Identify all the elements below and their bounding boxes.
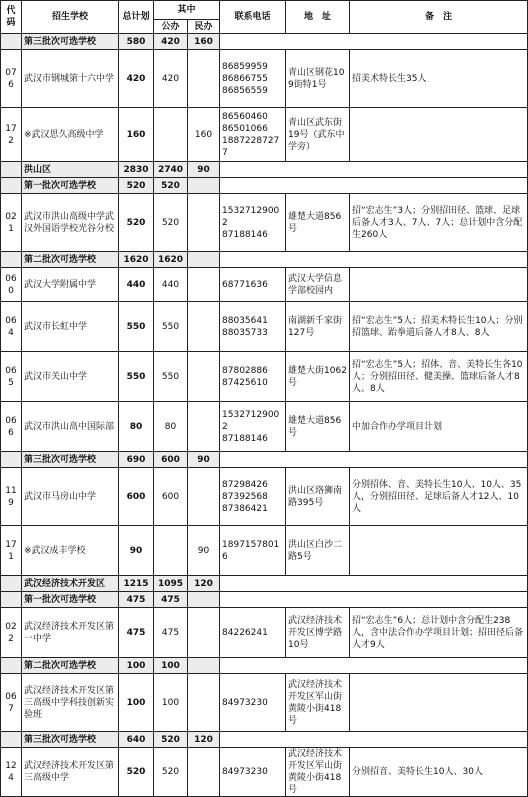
school-name: 武汉市马房山中学: [22, 468, 119, 526]
private-count: [188, 268, 220, 302]
total-plan: 100: [119, 674, 154, 732]
school-address: 洪山区珞狮南路395号: [286, 468, 350, 526]
school-name: 武汉大学附属中学: [22, 268, 119, 302]
school-code: 172: [1, 108, 22, 162]
school-name: 武汉经济技术开发区第三高级中学科技创新实验班: [22, 674, 119, 732]
total-plan: 690: [119, 452, 154, 468]
school-name: 武汉市洪山高级中学武汉外国语学校光谷分校: [22, 194, 119, 252]
batch-name: 第一批次可选学校: [22, 592, 119, 608]
contact-phone: 86859959 86866755 86856559: [220, 50, 286, 108]
school-name: 武汉市钢城第十六中学: [22, 50, 119, 108]
private-count: [188, 608, 220, 658]
contact-phone: 84973230: [220, 674, 286, 732]
private-count: [188, 352, 220, 402]
remarks: 招美术特长生35人: [350, 50, 528, 108]
private-count: 90: [188, 526, 220, 576]
batch-name: 第三批次可选学校: [22, 452, 119, 468]
total-plan: 475: [119, 592, 154, 608]
header-total: 总计划: [119, 1, 154, 34]
table-row: [1, 402, 528, 452]
header-row: [1, 1, 528, 20]
school-code: 021: [1, 194, 22, 252]
private-count: 90: [188, 452, 220, 468]
remarks: 中加合作办学项目计划: [350, 402, 528, 452]
batch-subtotal-row: [1, 252, 528, 268]
batch-name: 第三批次可选学校: [22, 732, 119, 748]
public-count: 420: [154, 50, 188, 108]
public-count: 1095: [154, 576, 188, 592]
table-row: [1, 526, 528, 576]
header-private: 民办: [188, 20, 220, 34]
school-name: 武汉市关山中学: [22, 352, 119, 402]
contact-phone: 84226241: [220, 608, 286, 658]
public-count: [154, 108, 188, 162]
empty-code: [1, 34, 22, 50]
batch-subtotal-row: [1, 452, 528, 468]
table-row: [1, 302, 528, 352]
remarks: [350, 268, 528, 302]
private-count: [188, 674, 220, 732]
table-row: [1, 194, 528, 252]
private-count: [188, 402, 220, 452]
private-count: 120: [188, 576, 220, 592]
district-subtotal-row: [1, 162, 528, 178]
private-count: 120: [188, 732, 220, 748]
header-phone: 联系电话: [220, 1, 286, 34]
table-row: [1, 268, 528, 302]
batch-subtotal-row: [1, 592, 528, 608]
school-address: 武汉经济技术开发区军山街黄陵小街418号: [286, 748, 350, 797]
total-plan: 550: [119, 302, 154, 352]
empty-cell: [220, 34, 528, 50]
school-name: 武汉市洪山高中国际部: [22, 402, 119, 452]
public-count: 440: [154, 268, 188, 302]
total-plan: 520: [119, 194, 154, 252]
school-address: 武汉经济技术开发区军山街黄陵小街418号: [286, 674, 350, 732]
batch-name: 第一批次可选学校: [22, 178, 119, 194]
empty-code: [1, 592, 22, 608]
private-count: [188, 252, 220, 268]
empty-code: [1, 576, 22, 592]
contact-phone: 15327129002 87188146: [220, 402, 286, 452]
public-count: 100: [154, 658, 188, 674]
public-count: 420: [154, 34, 188, 50]
school-address: 雄楚大道856号: [286, 194, 350, 252]
public-count: 600: [154, 468, 188, 526]
contact-phone: 86560460 86501066 18872287277: [220, 108, 286, 162]
total-plan: 80: [119, 402, 154, 452]
private-count: [188, 592, 220, 608]
contact-phone: 84973230: [220, 748, 286, 797]
school-code: 066: [1, 402, 22, 452]
school-name: ※武汉成丰学校: [22, 526, 119, 576]
school-code: 067: [1, 674, 22, 732]
private-count: 160: [188, 34, 220, 50]
empty-cell: [220, 252, 528, 268]
school-code: 119: [1, 468, 22, 526]
contact-phone: 15327129002 87188146: [220, 194, 286, 252]
total-plan: 420: [119, 50, 154, 108]
school-code: 124: [1, 748, 22, 797]
empty-code: [1, 252, 22, 268]
school-code: 171: [1, 526, 22, 576]
remarks: 招“宏志生”3人；分别招田径、篮球、足球后备人才3人、7人、7人；总计划中含分配生260人: [350, 194, 528, 252]
remarks: [350, 526, 528, 576]
private-count: [188, 658, 220, 674]
school-address: 武汉经济技术开发区博学路10号: [286, 608, 350, 658]
public-count: 80: [154, 402, 188, 452]
contact-phone: 18971578016: [220, 526, 286, 576]
table-row: [1, 468, 528, 526]
empty-code: [1, 658, 22, 674]
table-row: [1, 352, 528, 402]
school-name: ※武汉思久高级中学: [22, 108, 119, 162]
school-name: 武汉市长虹中学: [22, 302, 119, 352]
empty-cell: [220, 592, 528, 608]
batch-name: 第二批次可选学校: [22, 252, 119, 268]
total-plan: 160: [119, 108, 154, 162]
empty-cell: [220, 576, 528, 592]
public-count: 600: [154, 452, 188, 468]
school-address: 雄楚大道856号: [286, 402, 350, 452]
total-plan: 1215: [119, 576, 154, 592]
district-subtotal-row: [1, 576, 528, 592]
public-count: 475: [154, 608, 188, 658]
remarks: 招“宏志生”5人；招美术特长生10人；分别招篮球、跆拳道后备人才8人、8人: [350, 302, 528, 352]
school-name: 武汉经济技术开发区第一中学: [22, 608, 119, 658]
contact-phone: 87298426 87392568 87386421: [220, 468, 286, 526]
empty-code: [1, 178, 22, 194]
header-remarks: 备 注: [350, 1, 528, 34]
remarks: 分别招体、音、美特长生10人、10人、35人，分别招田径、足球后备人才12人、10人: [350, 468, 528, 526]
public-count: 520: [154, 178, 188, 194]
public-count: 550: [154, 352, 188, 402]
remarks: 招“宏志生”6人；总计划中含分配生238人，含中法合作办学项目计划；招田径后备人才9人: [350, 608, 528, 658]
total-plan: 640: [119, 732, 154, 748]
contact-phone: 88035641 88035733: [220, 302, 286, 352]
contact-phone: 87802886 87425610: [220, 352, 286, 402]
header-public: 公办: [154, 20, 188, 34]
school-code: 022: [1, 608, 22, 658]
school-name: 武汉经济技术开发区第三高级中学: [22, 748, 119, 797]
remarks: [350, 108, 528, 162]
total-plan: 475: [119, 608, 154, 658]
school-address: 青山区武东街19号（武东中学旁）: [286, 108, 350, 162]
public-count: 520: [154, 748, 188, 797]
empty-code: [1, 452, 22, 468]
public-count: 1620: [154, 252, 188, 268]
empty-cell: [220, 452, 528, 468]
school-code: 060: [1, 268, 22, 302]
total-plan: 100: [119, 658, 154, 674]
table-row: [1, 674, 528, 732]
school-address: 青山区钢花109街特1号: [286, 50, 350, 108]
school-code: 076: [1, 50, 22, 108]
empty-cell: [220, 658, 528, 674]
public-count: 100: [154, 674, 188, 732]
school-code: 064: [1, 302, 22, 352]
header-code: 代码: [1, 1, 22, 34]
private-count: [188, 468, 220, 526]
empty-cell: [220, 178, 528, 194]
remarks: 分别招音、美特长生10人、30人: [350, 748, 528, 797]
batch-subtotal-row: [1, 732, 528, 748]
remarks: [350, 674, 528, 732]
empty-cell: [220, 732, 528, 748]
school-address: 南湖新千家街127号: [286, 302, 350, 352]
header-address: 地 址: [286, 1, 350, 34]
school-address: 雄楚大街1062号: [286, 352, 350, 402]
school-address: 武汉大学信息学部校园内: [286, 268, 350, 302]
empty-code: [1, 162, 22, 178]
public-count: 475: [154, 592, 188, 608]
private-count: 160: [188, 108, 220, 162]
contact-phone: 68771636: [220, 268, 286, 302]
table-row: [1, 608, 528, 658]
empty-cell: [220, 162, 528, 178]
school-code: 065: [1, 352, 22, 402]
total-plan: 2830: [119, 162, 154, 178]
total-plan: 550: [119, 352, 154, 402]
private-count: 90: [188, 162, 220, 178]
total-plan: 580: [119, 34, 154, 50]
batch-subtotal-row: [1, 34, 528, 50]
total-plan: 520: [119, 748, 154, 797]
total-plan: 520: [119, 178, 154, 194]
public-count: 550: [154, 302, 188, 352]
batch-name: 第三批次可选学校: [22, 34, 119, 50]
private-count: [188, 302, 220, 352]
total-plan: 600: [119, 468, 154, 526]
private-count: [188, 50, 220, 108]
table-row: [1, 748, 528, 797]
private-count: [188, 194, 220, 252]
header-of-which: 其中: [154, 1, 220, 20]
private-count: [188, 178, 220, 194]
batch-subtotal-row: [1, 658, 528, 674]
public-count: 520: [154, 732, 188, 748]
empty-code: [1, 732, 22, 748]
private-count: [188, 748, 220, 797]
remarks: 招“宏志生”5人；招体、音、美特长生各10人；分别招田径、健美操、篮球后备人才8人、8人: [350, 352, 528, 402]
table-row: [1, 108, 528, 162]
batch-name: 第二批次可选学校: [22, 658, 119, 674]
total-plan: 90: [119, 526, 154, 576]
public-count: 2740: [154, 162, 188, 178]
school-address: 洪山区白沙二路5号: [286, 526, 350, 576]
total-plan: 1620: [119, 252, 154, 268]
district-name: 武汉经济技术开发区: [22, 576, 119, 592]
district-name: 洪山区: [22, 162, 119, 178]
table-body: [1, 34, 528, 797]
public-count: 520: [154, 194, 188, 252]
batch-subtotal-row: [1, 178, 528, 194]
public-count: [154, 526, 188, 576]
table-row: [1, 50, 528, 108]
header-school: 招生学校: [22, 1, 119, 34]
total-plan: 440: [119, 268, 154, 302]
